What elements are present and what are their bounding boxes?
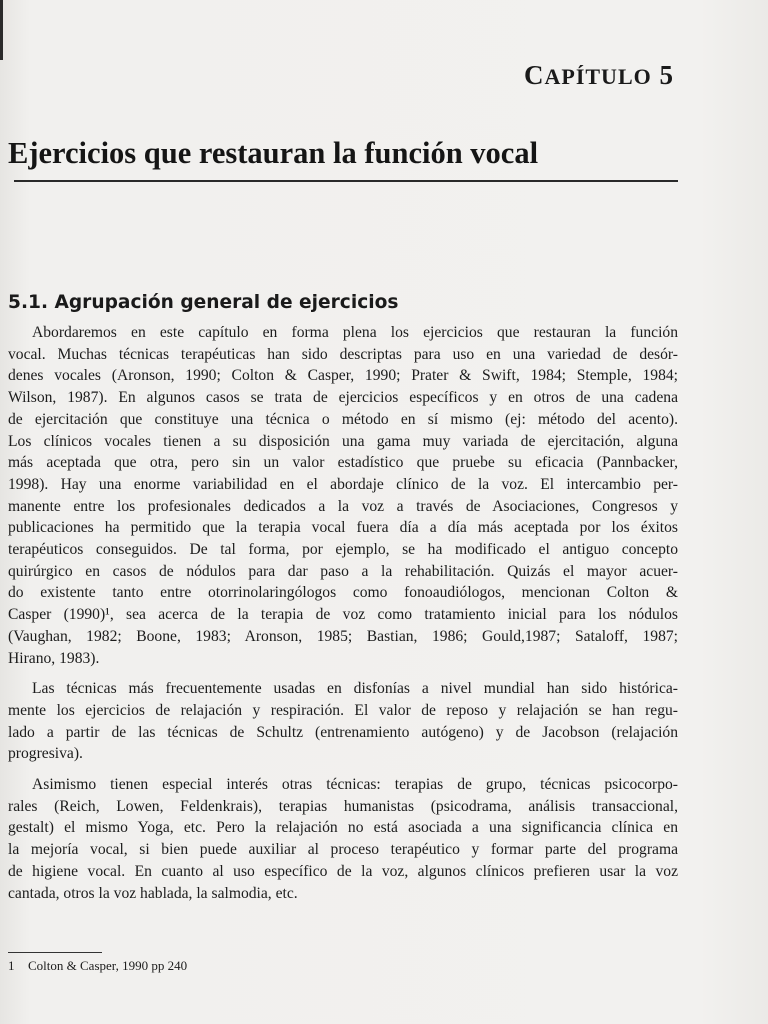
paragraph-line: rales (Reich, Lowen, Feldenkrais), terapias humanistas (psicodrama, análisis transaccional, bbox=[8, 797, 678, 815]
paragraph-gap bbox=[8, 669, 678, 678]
chapter-label bbox=[524, 60, 674, 91]
paragraph-line: progresiva). bbox=[8, 745, 83, 763]
footnote-divider bbox=[8, 952, 102, 953]
paragraph-line: do existente tanto entre otorrinolaringólogos como fonoaudiólogos, mencionan Colton & bbox=[8, 584, 678, 602]
paragraph-line: manente entre los profesionales dedicados a la voz a través de Asociaciones, Congresos y bbox=[8, 497, 678, 515]
paragraph-2 bbox=[8, 678, 678, 765]
paragraph-line: terapéuticos conseguidos. De tal forma, por ejemplo, se ha modificado el antiguo concepto bbox=[8, 541, 678, 559]
paragraph-line: Los clínicos vocales tienen a su disposición una gama muy variada de ejercitación, alguna bbox=[8, 432, 678, 450]
chapter-title: Ejercicios que restauran la función vocal bbox=[8, 136, 539, 170]
paragraph-line: Hirano, 1983). bbox=[8, 649, 100, 667]
paragraph-line: lado a partir de las técnicas de Schultz (entrenamiento autógeno) y de Jacobson (relajación bbox=[8, 723, 678, 741]
paragraph-line: cantada, otros la voz hablada, la salmodia, etc. bbox=[8, 884, 298, 902]
paragraph-1 bbox=[8, 322, 678, 669]
chapter-number: 5 bbox=[659, 60, 674, 90]
paragraph-line: publicaciones ha permitido que la terapia vocal fuera día a día más aceptada por los éxitos bbox=[8, 519, 678, 537]
paragraph-gap bbox=[8, 765, 678, 774]
paragraph-line: Abordaremos en este capítulo en forma plena los ejercicios que restauran la función bbox=[32, 324, 678, 341]
paragraph-line: Casper (1990)¹, sea acerca de la terapia de voz como tratamiento inicial para los nódulos bbox=[8, 606, 678, 624]
paragraph-line: mente los ejercicios de relajación y respiración. El valor de reposo y relajación se han regu- bbox=[8, 701, 678, 719]
footnote bbox=[8, 958, 187, 974]
paragraph-line: quirúrgico en casos de nódulos para dar paso a la rehabilitación. Quizás el mayor acuer- bbox=[8, 562, 678, 580]
paragraph-line: denes vocales (Aronson, 1990; Colton & Casper, 1990; Prater & Swift, 1984; Stemple, 1984; bbox=[8, 367, 678, 385]
paragraph-line: Asimismo tienen especial interés otras técnicas: terapias de grupo, técnicas psicocorpo- bbox=[32, 776, 678, 794]
paragraph-line: más aceptada que otra, pero sin un valor estadístico que pruebe su eficacia (Pannbacker, bbox=[8, 454, 678, 472]
page-edge-mark bbox=[0, 0, 3, 60]
title-underline bbox=[14, 180, 678, 182]
paragraph-line: (Vaughan, 1982; Boone, 1983; Aronson, 1985; Bastian, 1986; Gould,1987; Sataloff, 1987; bbox=[8, 627, 678, 645]
paragraph-line: Wilson, 1987). En algunos casos se trata de ejercicios específicos y en otros de una cadena bbox=[8, 389, 678, 407]
chapter-first-letter: C bbox=[524, 60, 545, 90]
paragraph-line: la mejoría vocal, si bien puede auxiliar al proceso terapéutico y formar parte del programa bbox=[8, 841, 678, 859]
paragraph-3 bbox=[8, 774, 678, 904]
footnote-text: Colton & Casper, 1990 pp 240 bbox=[28, 958, 188, 973]
footnote-number: 1 bbox=[8, 958, 15, 973]
paragraph-line: Las técnicas más frecuentemente usadas en disfonías a nivel mundial han sido históricа- bbox=[32, 680, 678, 698]
paragraph-line: vocal. Muchas técnicas terapéuticas han sido descriptas para uso en una variedad de desór- bbox=[8, 345, 678, 363]
paragraph-line: 1998). Hay una enorme variabilidad en el abordaje clínico de la voz. El intercambio per- bbox=[8, 475, 678, 493]
paragraph-line: de higiene vocal. En cuanto al uso específico de la voz, algunos clínicos prefieren usar la voz bbox=[8, 862, 678, 880]
chapter-word-rest: APÍTULO bbox=[544, 64, 652, 89]
body-text bbox=[8, 322, 678, 904]
paragraph-line: de ejercitación que constituye una técnica o método en sí mismo (ej: método del acento). bbox=[8, 410, 678, 428]
paragraph-line: gestalt) el mismo Yoga, etc. Pero la relajación no está asociada a una significancia clínica en bbox=[8, 819, 678, 837]
section-heading: 5.1. Agrupación general de ejercicios bbox=[8, 292, 399, 313]
